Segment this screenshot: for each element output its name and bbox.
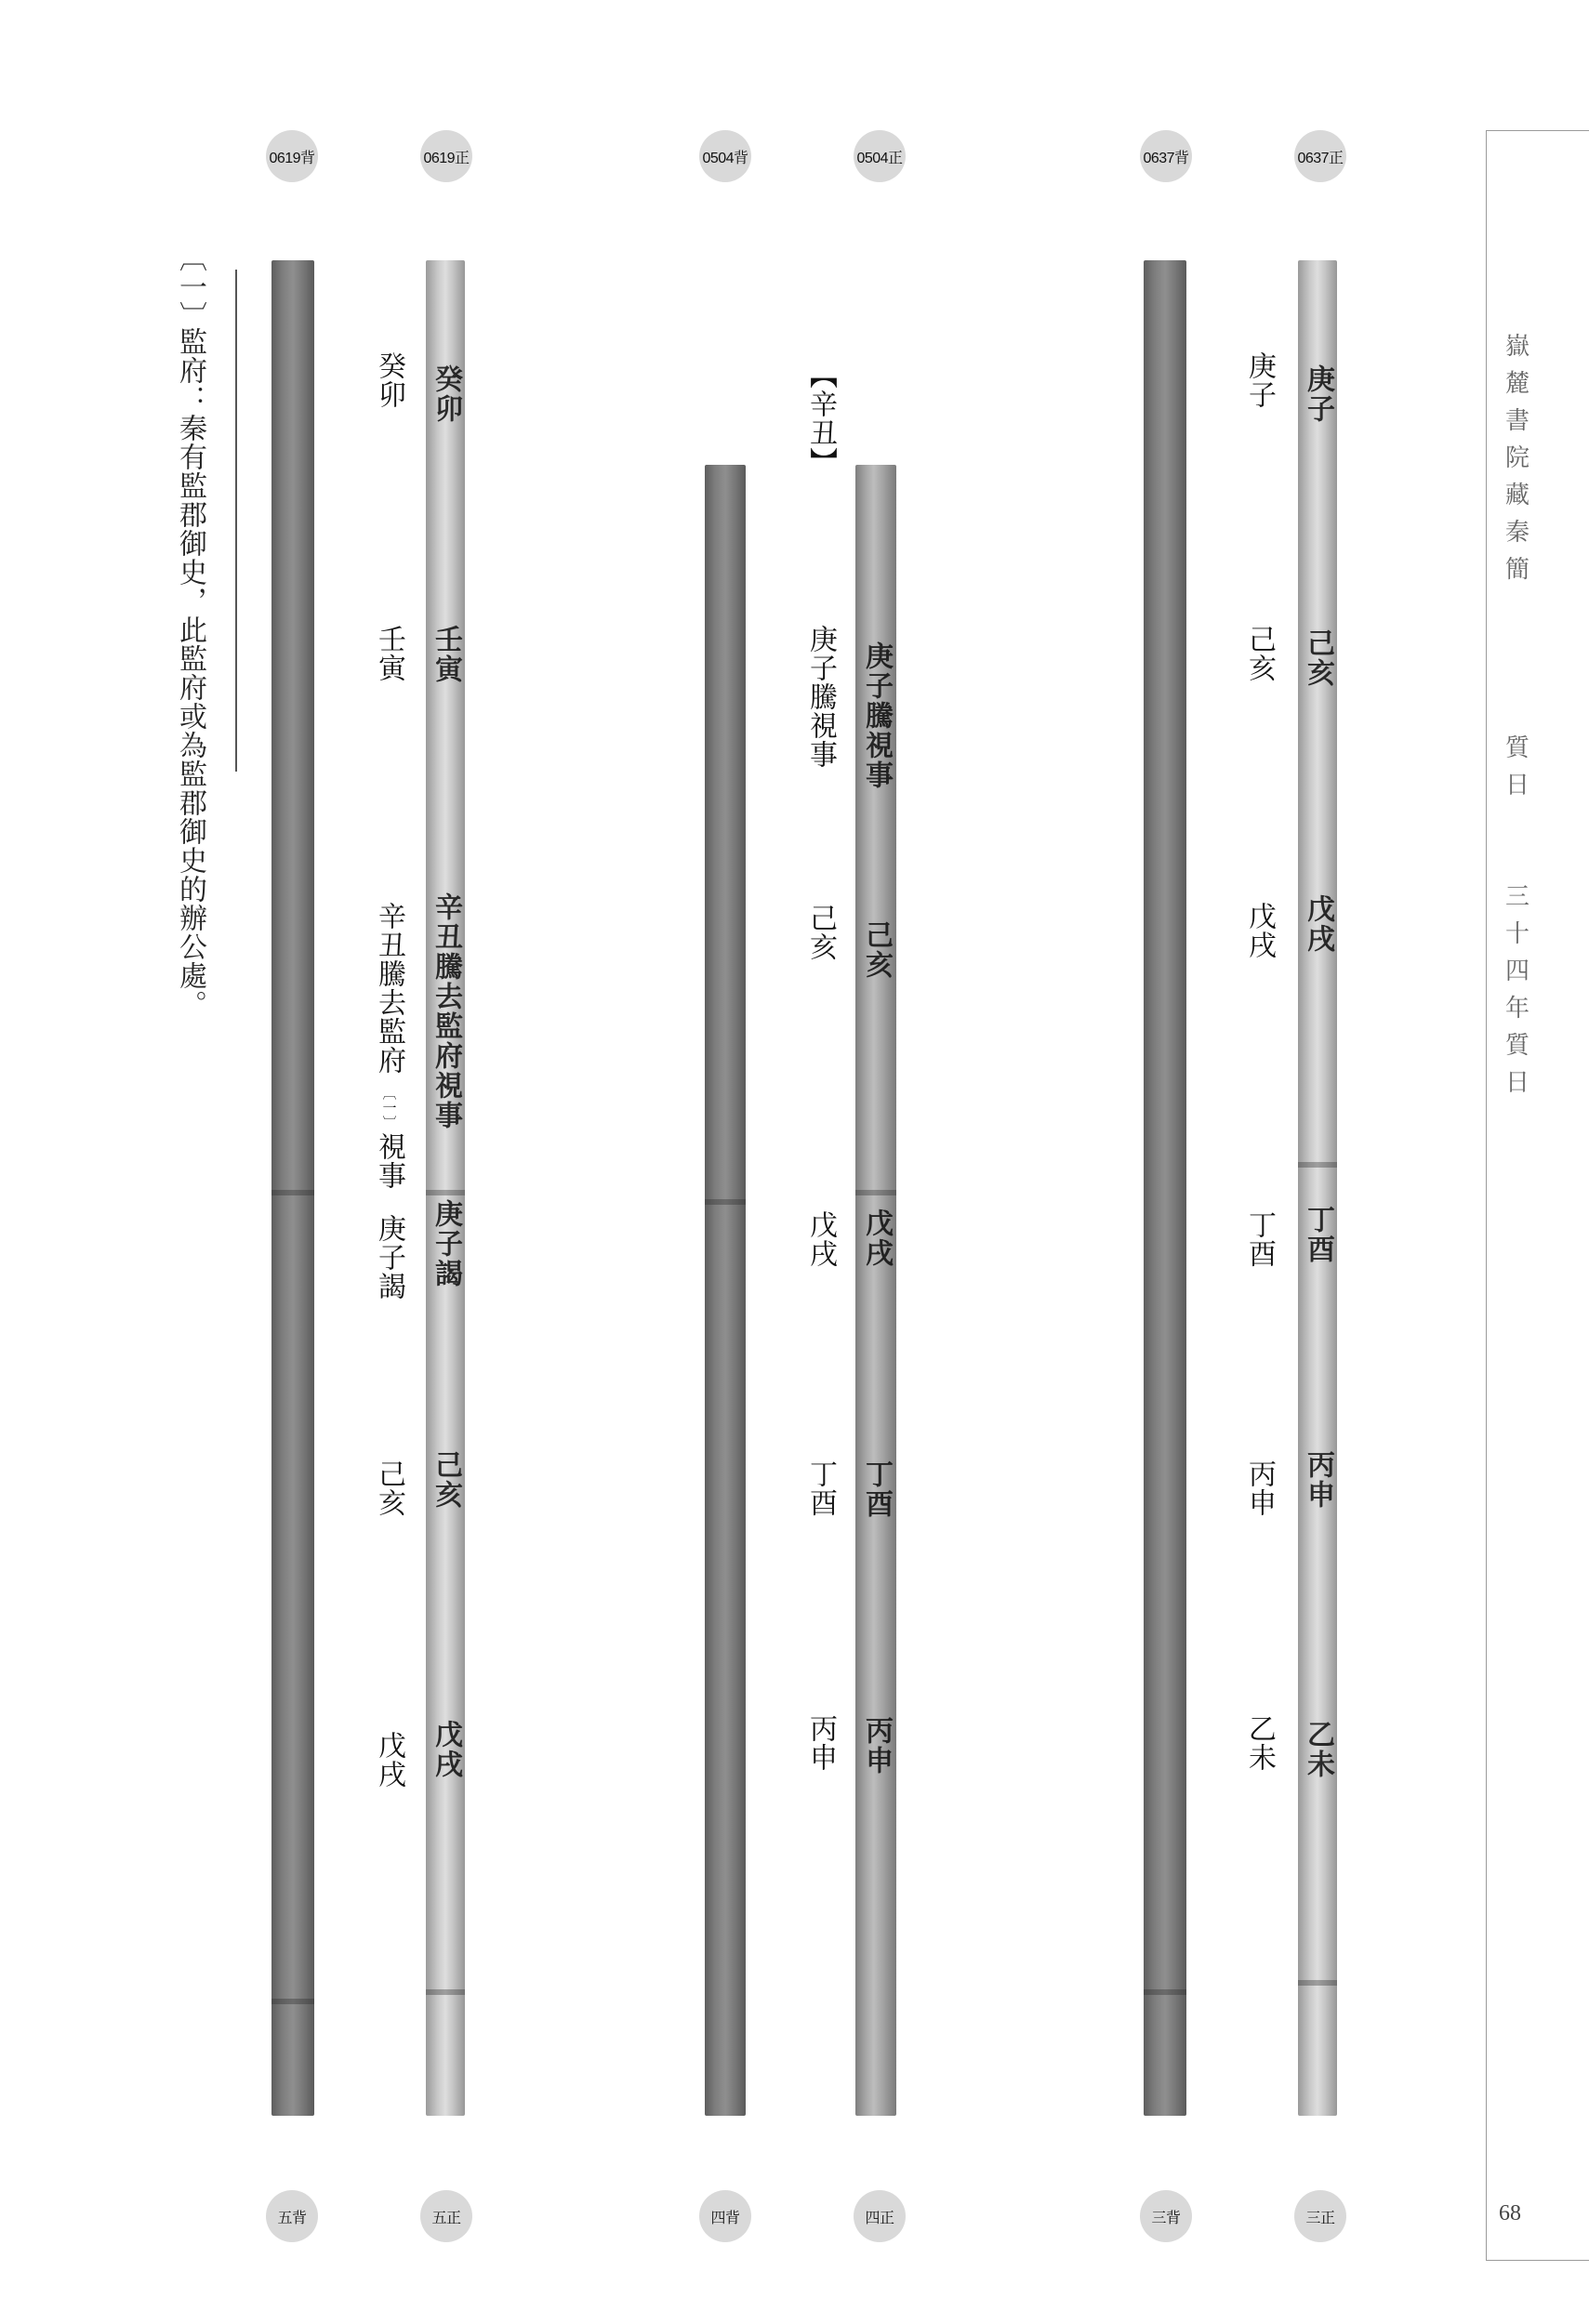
transcription-0619-1: 癸卯	[373, 351, 405, 409]
slip-ink-0619-2: 壬寅	[430, 625, 462, 684]
transcription-0619-6: 戊戌	[373, 1731, 405, 1789]
page-number: 68	[1499, 2201, 1521, 2225]
bamboo-slip-0619-back	[271, 260, 314, 2116]
slip-ink-0619-4: 庚子謁	[430, 1199, 462, 1288]
section-title: 質日	[1501, 734, 1529, 809]
transcription-0637-1: 庚子	[1243, 351, 1276, 409]
transcription-0637-3: 戊戌	[1243, 902, 1276, 959]
transcription-0504-1: 庚子騰視事	[804, 625, 837, 769]
slip-ink-0504-1: 庚子騰視事	[860, 641, 893, 790]
transcription-0504-0: 【辛丑】	[804, 361, 837, 476]
transcription-0637-2: 己亥	[1243, 625, 1276, 682]
slip-ink-0619-1: 癸卯	[430, 364, 462, 424]
transcription-0619-3b: 視事	[373, 1132, 405, 1190]
slip-ink-0637-2: 己亥	[1302, 628, 1334, 688]
footnote-ref: 〔一〕	[380, 1086, 398, 1130]
slip-label-0619-back: 0619背	[266, 130, 318, 182]
transcription-0619-5: 己亥	[373, 1459, 405, 1517]
transcription-0637-5: 丙申	[1243, 1459, 1276, 1517]
footnote-mark: 〔一〕	[174, 244, 206, 330]
slip-ink-0504-5: 丙申	[860, 1716, 893, 1776]
slip-ink-0504-2: 己亥	[860, 920, 893, 980]
slip-label-0504-front: 0504正	[854, 130, 906, 182]
transcription-0504-3: 戊戌	[804, 1210, 837, 1268]
book-title: 嶽麓書院藏秦簡	[1501, 333, 1529, 593]
transcription-0637-6: 乙未	[1243, 1714, 1276, 1772]
slip-label-0637-front: 0637正	[1294, 130, 1346, 182]
slip-ink-0637-3: 戊戌	[1302, 894, 1334, 954]
transcription-0619-3a: 辛丑騰去監府	[373, 902, 405, 1075]
slip-label-0619-front: 0619正	[420, 130, 472, 182]
slip-ink-0504-4: 丁酉	[860, 1459, 893, 1519]
footnote-text: 監府：秦有監郡御史，此監府或為監郡御史的辦公處。	[174, 327, 206, 1019]
bamboo-slip-0504-back	[705, 465, 746, 2116]
slip-ink-0619-6: 戊戌	[430, 1720, 462, 1779]
slip-ink-0619-5: 己亥	[430, 1450, 462, 1510]
transcription-0637-4: 丁酉	[1243, 1210, 1276, 1268]
slip-ink-0637-1: 庚子	[1302, 364, 1334, 424]
slip-number-3-front: 三正	[1294, 2190, 1346, 2242]
transcription-0619-4: 庚子謁	[373, 1214, 405, 1301]
slip-ink-0619-3: 辛丑騰去監府視事	[430, 892, 462, 1130]
transcription-0504-2: 己亥	[804, 904, 837, 961]
transcription-0619-2: 壬寅	[373, 625, 405, 682]
slip-number-5-front: 五正	[420, 2190, 472, 2242]
slip-ink-0637-4: 丁酉	[1302, 1205, 1334, 1264]
slip-ink-0504-3: 戊戌	[860, 1208, 893, 1268]
slip-number-3-back: 三背	[1140, 2190, 1192, 2242]
bamboo-slip-0637-front	[1298, 260, 1337, 2116]
slip-number-5-back: 五背	[266, 2190, 318, 2242]
slip-label-0504-back: 0504背	[699, 130, 751, 182]
footnote-rule	[235, 270, 237, 772]
bamboo-slip-0637-back	[1144, 260, 1186, 2116]
subsection-title: 三十四年質日	[1501, 883, 1529, 1106]
transcription-0504-5: 丙申	[804, 1714, 837, 1772]
slip-ink-0637-5: 丙申	[1302, 1450, 1334, 1510]
transcription-0504-4: 丁酉	[804, 1459, 837, 1517]
slip-label-0637-back: 0637背	[1140, 130, 1192, 182]
slip-ink-0637-6: 乙未	[1302, 1720, 1334, 1779]
slip-number-4-front: 四正	[854, 2190, 906, 2242]
slip-number-4-back: 四背	[699, 2190, 751, 2242]
bamboo-slip-0619-front	[426, 260, 465, 2116]
